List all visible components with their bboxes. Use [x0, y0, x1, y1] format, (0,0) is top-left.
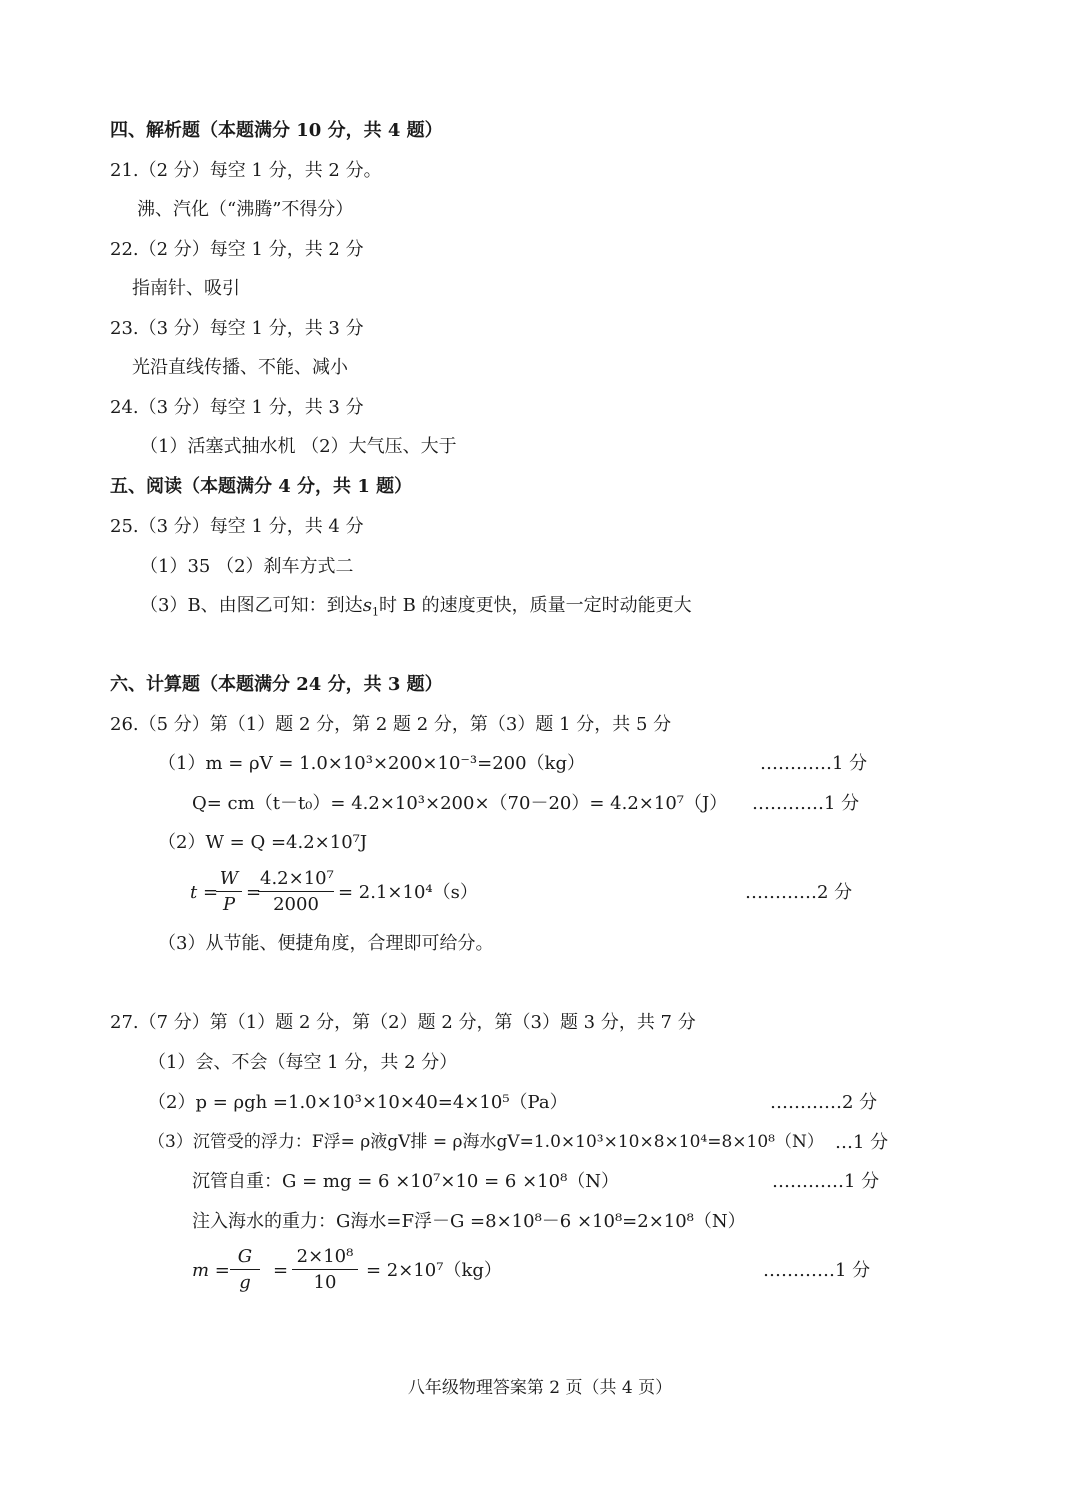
- q25-answer-3-end: 时 B 的速度更快，质量一定时动能更大: [378, 595, 692, 616]
- q27-m-equals: m =: [192, 1260, 230, 1281]
- q23-answer: 光沿直线传播、不能、减小: [132, 357, 348, 378]
- q27-line-2: （2）p = ρgh =1.0×10³×10×40=4×10⁵（Pa）: [148, 1092, 568, 1113]
- q27-line-5: 注入海水的重力：G海水=F浮－G =8×10⁸－6 ×10⁸=2×10⁸（N）: [192, 1211, 746, 1232]
- fraction-numerator: W: [216, 870, 242, 892]
- q22-answer: 指南针、吸引: [132, 278, 240, 299]
- q25-heading: 25.（3 分）每空 1 分，共 4 分: [110, 516, 364, 537]
- q25-answer-1-2: （1）35 （2）刹车方式二: [140, 556, 354, 577]
- page-footer: 八年级物理答案第 2 页（共 4 页）: [407, 1378, 673, 1398]
- score-q27-2: …………2 分: [770, 1092, 878, 1113]
- score-q27-4: …………1 分: [772, 1171, 880, 1192]
- q26-line-5: （3）从节能、便捷角度，合理即可给分。: [158, 933, 494, 954]
- q26-t-result: = 2.1×10⁴（s）: [338, 882, 478, 903]
- q27-line-4: 沉管自重：G = mg = 6 ×10⁷×10 = 6 ×10⁸（N）: [192, 1171, 620, 1192]
- q24-heading: 24.（3 分）每空 1 分，共 3 分: [110, 397, 364, 418]
- equals-sign: =: [273, 1260, 289, 1281]
- section-4-title: 四、解析题（本题满分 10 分，共 4 题）: [110, 120, 443, 141]
- fraction-numerator: G: [230, 1248, 260, 1270]
- equals-sign: =: [246, 882, 262, 903]
- fraction-denominator: g: [239, 1272, 251, 1293]
- section-6-title: 六、计算题（本题满分 24 分，共 3 题）: [110, 674, 443, 695]
- fraction-energy-over-power: [258, 870, 334, 914]
- q27-heading: 27.（7 分）第（1）题 2 分，第（2）题 2 分，第（3）题 3 分，共 7 分: [110, 1012, 696, 1033]
- fraction-w-over-p: [216, 870, 242, 914]
- fraction-denominator: 10: [313, 1272, 337, 1293]
- q26-t-equals: t =: [190, 882, 219, 903]
- s-symbol: s: [362, 595, 372, 616]
- fraction-numerator: 2×10⁸: [292, 1248, 358, 1270]
- q26-line-3: （2）W = Q =4.2×10⁷J: [158, 832, 368, 853]
- q27-line-3: （3）沉管受的浮力：F浮= ρ液gV排 = ρ海水gV=1.0×10³×10×8×10⁴=8×10⁸（N）: [148, 1132, 824, 1152]
- q25-answer-3: [140, 595, 692, 619]
- fraction-numerator: 4.2×10⁷: [258, 870, 334, 892]
- q22-heading: 22.（2 分）每空 1 分，共 2 分: [110, 239, 364, 260]
- section-5-title: 五、阅读（本题满分 4 分，共 1 题）: [110, 476, 413, 497]
- score-q26-2: …………1 分: [752, 793, 860, 814]
- fraction-denominator: 2000: [273, 894, 319, 915]
- score-q27-5: …………1 分: [763, 1260, 871, 1281]
- fraction-g-over-g: [230, 1248, 260, 1292]
- q24-answer: （1）活塞式抽水机 （2）大气压、大于: [140, 436, 457, 457]
- fraction-weight-over-g: [292, 1248, 358, 1292]
- score-q26-3: …………2 分: [745, 882, 853, 903]
- s-subscript: 1: [371, 605, 379, 619]
- q26-line-1: （1）m = ρV = 1.0×10³×200×10⁻³=200（kg）: [158, 753, 585, 774]
- q27-m-result: = 2×10⁷（kg）: [366, 1260, 502, 1281]
- q26-heading: 26.（5 分）第（1）题 2 分，第 2 题 2 分，第（3）题 1 分，共 5 分: [110, 714, 672, 735]
- score-q26-1: …………1 分: [760, 753, 868, 774]
- q25-answer-3-start: （3）B、由图乙可知：到达: [140, 595, 363, 616]
- fraction-denominator: P: [222, 894, 236, 915]
- q21-heading: 21.（2 分）每空 1 分，共 2 分。: [110, 160, 382, 181]
- q26-line-2: Q= cm（t－t₀）= 4.2×10³×200×（70－20）= 4.2×10⁷（J）: [192, 793, 728, 814]
- q21-answer: 沸、汽化（“沸腾”不得分）: [137, 199, 354, 220]
- score-q27-3: …1 分: [835, 1132, 889, 1153]
- q23-heading: 23.（3 分）每空 1 分，共 3 分: [110, 318, 364, 339]
- q27-line-1: （1）会、不会（每空 1 分，共 2 分）: [148, 1052, 458, 1073]
